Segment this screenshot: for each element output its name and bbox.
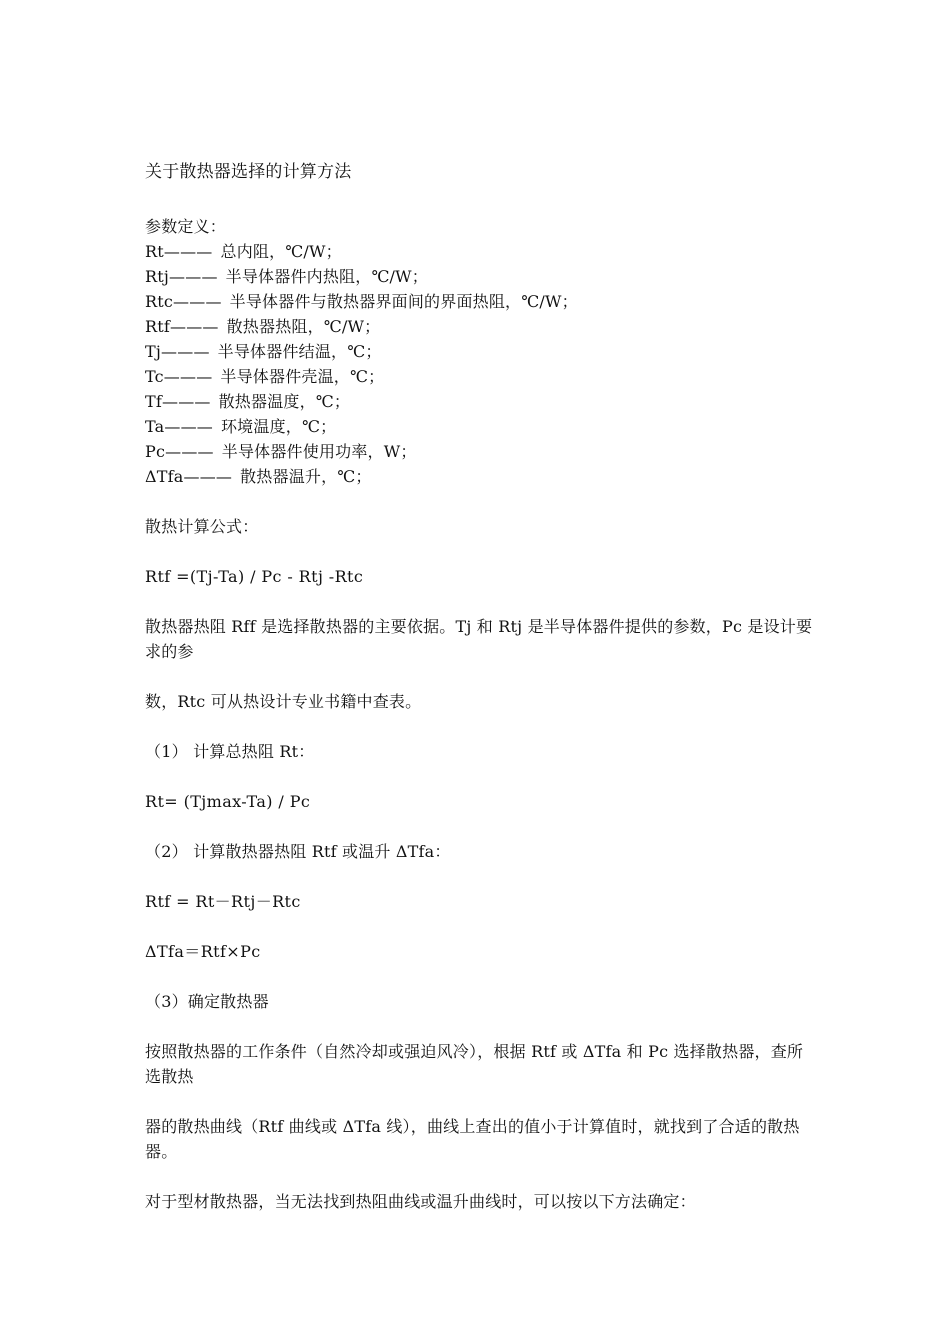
definition-description: 半导体器件与散热器界面间的界面热阻，℃/W； — [229, 292, 578, 311]
definition-item-tj — [145, 339, 815, 364]
definition-symbol: Rtj — [145, 267, 170, 286]
definition-item-rtc — [145, 289, 815, 314]
definition-dash: ——— — [163, 242, 213, 261]
step-2-formula-rtf: Rtf = Rt－Rtj－Rtc — [145, 892, 301, 911]
definition-item-ta — [145, 414, 815, 439]
definition-item-pc — [145, 439, 815, 464]
parameter-definitions-heading: 参数定义： — [145, 217, 227, 236]
definition-symbol: Ta — [145, 417, 165, 436]
parameter-definition-list — [145, 239, 815, 489]
definition-item-rt — [145, 239, 815, 264]
step-2-formula-delta-tfa: ΔTfa＝Rtf×Pc — [145, 942, 261, 961]
definition-description: 半导体器件壳温，℃； — [220, 367, 385, 386]
step-1-formula: Rt= (Tjmax-Ta) / Pc — [145, 792, 311, 811]
definition-symbol: Rtc — [145, 292, 174, 311]
heat-dissipation-formula-heading: 散热计算公式： — [145, 517, 259, 536]
definition-dash: ——— — [183, 467, 233, 486]
definition-description: 环境温度，℃； — [220, 417, 337, 436]
step-2-heading: （2） 计算散热器热阻 Rtf 或温升 ΔTfa： — [145, 842, 451, 861]
definition-description: 半导体器件内热阻，℃/W； — [225, 267, 428, 286]
definition-item-rtj — [145, 264, 815, 289]
definition-dash: ——— — [170, 317, 219, 336]
definition-symbol: ΔTfa — [145, 467, 184, 486]
step-1-heading: （1） 计算总热阻 Rt： — [145, 742, 315, 761]
step-3-curve-paragraph: 器的散热曲线（Rtf 曲线或 ΔTfa 线），曲线上查出的值小于计算值时，就找到了合适的散热器。 — [145, 1117, 800, 1161]
definition-dash: ——— — [164, 417, 213, 436]
definition-symbol: Rt — [145, 242, 164, 261]
step-3-selection-paragraph: 按照散热器的工作条件（自然冷却或强迫风冷），根据 Rtf 或 ΔTfa 和 Pc 选择散热器，查所选散热 — [145, 1042, 804, 1086]
definition-dash: ——— — [162, 392, 211, 411]
definition-dash: ——— — [163, 367, 213, 386]
definition-symbol: Rtf — [145, 317, 170, 336]
document-title: 关于散热器选择的计算方法 — [145, 162, 352, 182]
definition-dash: ——— — [173, 292, 222, 311]
definition-item-tc — [145, 364, 815, 389]
step-3-heading: （3）确定散热器 — [145, 992, 269, 1011]
main-heat-resistance-formula: Rtf =(Tj-Ta) / Pc - Rtj -Rtc — [145, 567, 364, 586]
definition-symbol: Tf — [145, 392, 162, 411]
definition-description: 总内阻，℃/W； — [220, 242, 342, 261]
definition-item-rtf — [145, 314, 815, 339]
profile-heatsink-paragraph: 对于型材散热器，当无法找到热阻曲线或温升曲线时，可以按以下方法确定： — [145, 1192, 696, 1211]
definition-symbol: Tj — [145, 342, 162, 361]
definition-symbol: Pc — [145, 442, 166, 461]
definition-description: 散热器热阻，℃/W； — [226, 317, 381, 336]
definition-dash: ——— — [165, 442, 214, 461]
document-content — [145, 160, 815, 1239]
definition-item-tf — [145, 389, 815, 414]
definition-dash: ——— — [161, 342, 210, 361]
definition-item-delta-tfa — [145, 464, 815, 489]
definition-description: 散热器温度，℃； — [218, 392, 351, 411]
definition-description: 半导体器件使用功率，W； — [221, 442, 417, 461]
definition-symbol: Tc — [145, 367, 164, 386]
definition-dash: ——— — [169, 267, 218, 286]
definition-description: 散热器温升，℃； — [240, 467, 372, 486]
formula-explanation-paragraph: 散热器热阻 Rff 是选择散热器的主要依据。Tj 和 Rtj 是半导体器件提供的参数，Pc 是设计要求的参 — [145, 617, 813, 661]
definition-description: 半导体器件结温，℃； — [217, 342, 382, 361]
formula-explanation-continuation: 数，Rtc 可从热设计专业书籍中查表。 — [145, 692, 422, 711]
